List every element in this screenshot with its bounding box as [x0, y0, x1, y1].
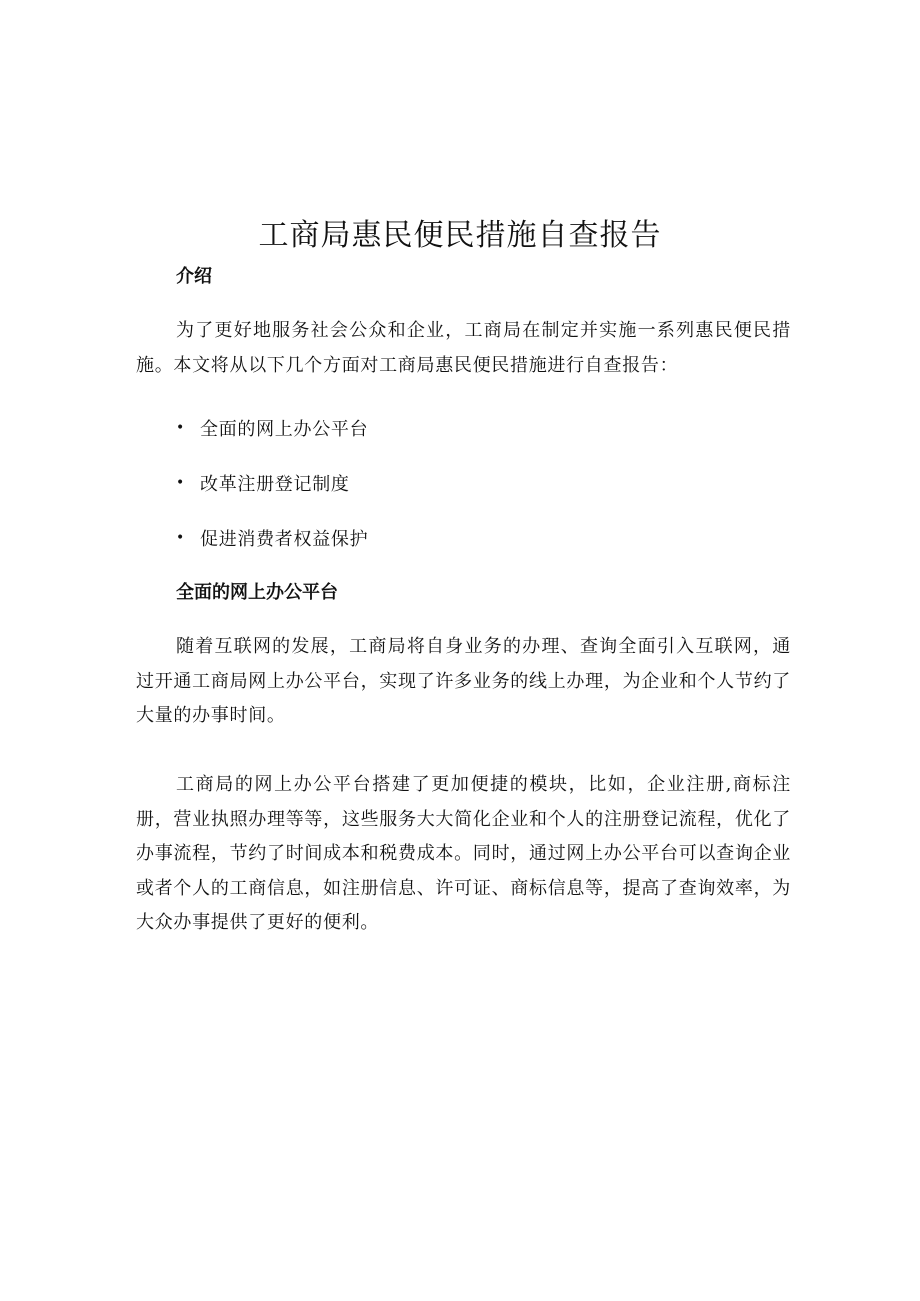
intro-paragraph: 为了更好地服务社会公众和企业，工商局在制定并实施一系列惠民便民措施。本文将从以下几个方面对工商局惠民便民措施进行自查报告： [136, 320, 791, 376]
bullet-icon: • [176, 530, 185, 546]
bullet-text: 全面的网上办公平台 [200, 419, 369, 440]
section-paragraph-2: 工商局的网上办公平台搭建了更加便捷的模块，比如，企业注册,商标注册，营业执照办理等等，这些服务大大简化企业和个人的注册登记流程，优化了办事流程，节约了时间成本和税费成本。同时，通过网上办公平台可以查询企业或者个人的工商信息，如注册信息、许可证、商标信息等，提高了查询效率，为大众办事提供了更好的便利。 [136, 774, 791, 933]
list-item [176, 414, 368, 442]
bullet-list [176, 414, 368, 579]
list-item [176, 524, 368, 552]
document-title: 工商局惠民便民措施自查报告 [258, 218, 662, 253]
bullet-text: 促进消费者权益保护 [200, 529, 369, 550]
bullet-icon: • [176, 475, 185, 491]
intro-heading: 介绍 [176, 266, 212, 287]
bullet-text: 改革注册登记制度 [200, 474, 350, 495]
list-item [176, 469, 368, 497]
section-heading-online-platform: 全面的网上办公平台 [176, 582, 338, 603]
section-paragraph-1: 随着互联网的发展，工商局将自身业务的办理、查询全面引入互联网，通过开通工商局网上办公平台，实现了许多业务的线上办理，为企业和个人节约了大量的办事时间。 [136, 636, 791, 726]
bullet-icon: • [176, 420, 185, 436]
